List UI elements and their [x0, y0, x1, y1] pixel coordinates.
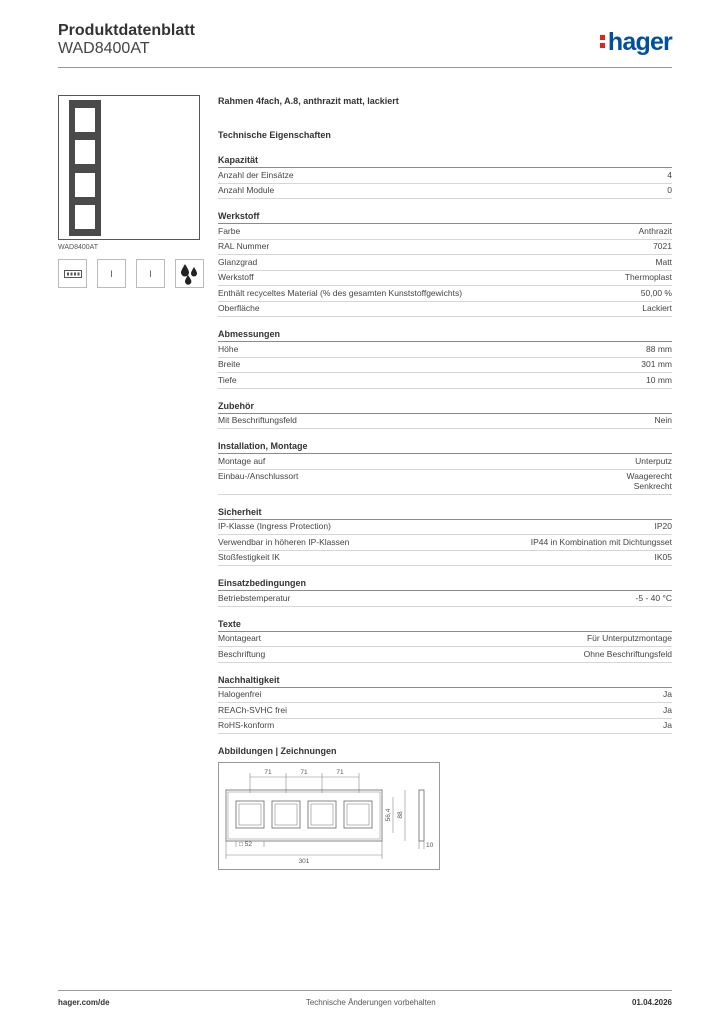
spec-value-line: IP20 — [654, 521, 672, 531]
spec-label: Breite — [218, 359, 241, 369]
spec-label: Glanzgrad — [218, 256, 258, 267]
spec-label: Oberfläche — [218, 303, 260, 313]
product-visual-column — [58, 95, 204, 288]
spec-value-line: Anthrazit — [638, 225, 672, 236]
spec-value-line: Unterputz — [635, 455, 672, 466]
spec-value-line: 10 mm — [646, 374, 672, 385]
spec-label: Höhe — [218, 343, 239, 354]
spec-row — [218, 703, 672, 719]
product-description: Rahmen 4fach, A.8, anthrazit matt, lackiert — [218, 96, 399, 106]
spec-group — [218, 401, 672, 430]
dim-pitch-2: 71 — [300, 769, 308, 776]
spec-label: Tiefe — [218, 374, 237, 385]
frame-4fold-image — [69, 100, 101, 236]
spec-label: RoHS-konform — [218, 720, 275, 730]
spec-row — [218, 454, 672, 470]
spec-group-title: Installation, Montage — [218, 441, 672, 454]
spec-groups — [218, 155, 672, 734]
document-title: Produktdatenblatt — [58, 22, 195, 39]
spec-group-title: Abmessungen — [218, 329, 672, 342]
spec-group-title: Sicherheit — [218, 507, 672, 520]
spec-value-line: Thermoplast — [624, 272, 672, 282]
spec-label: IP-Klasse (Ingress Protection) — [218, 521, 331, 531]
spec-value — [663, 690, 672, 700]
spec-group — [218, 329, 672, 389]
spec-label: Anzahl der Einsätze — [218, 169, 294, 180]
spec-label: Stoßfestigkeit IK — [218, 552, 280, 562]
spec-row — [218, 520, 672, 536]
dim-width: 301 — [298, 858, 310, 865]
spec-row — [218, 168, 672, 184]
water-drops-icon — [175, 259, 204, 288]
dimension-drawing-svg — [219, 763, 441, 871]
spec-label: Mit Beschriftungsfeld — [218, 415, 297, 425]
hager-logo — [600, 28, 672, 57]
spec-row — [218, 255, 672, 271]
spec-value — [655, 416, 672, 426]
dim-pitch-3: 71 — [336, 769, 344, 776]
spec-value-line: 50,00 % — [640, 287, 672, 298]
spec-value-line: IK05 — [654, 552, 672, 562]
spec-value-line: 301 mm — [641, 359, 672, 369]
footer-notice: Technische Änderungen vorbehalten — [305, 998, 436, 1007]
spec-value-line: IP44 in Kombination mit Dichtungsset — [530, 536, 672, 547]
spec-value — [626, 472, 672, 491]
spec-value — [655, 522, 673, 532]
spec-value — [641, 360, 672, 370]
spec-value-line: 88 mm — [646, 343, 672, 354]
spec-value — [636, 594, 672, 604]
spec-label: Montage auf — [218, 455, 266, 466]
spec-group — [218, 155, 672, 199]
spec-label: Einbau-/Anschlussort — [218, 471, 299, 481]
footer-website[interactable]: hager.com/de — [58, 998, 110, 1007]
spec-label: Werkstoff — [218, 272, 254, 282]
spec-value-line: Nein — [654, 415, 672, 425]
single-line-icon: I — [136, 259, 165, 288]
spec-value — [625, 273, 672, 283]
spec-value-line: Ja — [663, 720, 672, 730]
spec-value — [641, 289, 672, 299]
spec-row — [218, 184, 672, 200]
spec-label: Beschriftung — [218, 648, 266, 659]
section-title: Technische Eigenschaften — [218, 130, 331, 140]
spec-value-line: Ja — [663, 689, 672, 699]
spec-value — [642, 304, 672, 314]
spec-row — [218, 470, 672, 495]
feature-icons — [58, 259, 204, 288]
logo-text: hager — [607, 28, 672, 56]
footer-date: 01.04.2026 — [631, 998, 672, 1007]
spec-group-title: Werkstoff — [218, 211, 672, 224]
product-code: WAD8400AT — [58, 40, 150, 57]
spec-value — [531, 538, 672, 548]
dim-inner-height: 56,4 — [385, 808, 392, 822]
image-caption: WAD8400AT — [58, 244, 99, 251]
spec-row — [218, 373, 672, 389]
spec-value — [663, 706, 672, 716]
spec-row — [218, 688, 672, 704]
spec-label: REACh-SVHC frei — [218, 704, 287, 715]
spec-value — [638, 227, 672, 237]
spec-row — [218, 286, 672, 302]
dim-height: 88 — [397, 811, 404, 819]
spec-group-title: Einsatzbedingungen — [218, 578, 672, 591]
spec-row — [218, 342, 672, 358]
specifications-column — [218, 96, 672, 870]
spec-value-line: 0 — [667, 185, 672, 195]
spec-label: RAL Nummer — [218, 241, 270, 251]
spec-row — [218, 224, 672, 240]
terminal-block-icon — [58, 259, 87, 288]
spec-group-title: Zubehör — [218, 401, 672, 414]
spec-label: Enthält recyceltes Material (% des gesamten Kunststoffgewichts) — [218, 287, 463, 298]
product-image — [58, 95, 200, 240]
spec-value-line: 4 — [667, 169, 672, 180]
spec-row — [218, 719, 672, 735]
spec-row — [218, 414, 672, 430]
spec-label: Montageart — [218, 633, 261, 643]
spec-group — [218, 619, 672, 663]
spec-value — [667, 186, 672, 196]
spec-label: Betriebstemperatur — [218, 592, 291, 603]
spec-label: Verwendbar in höheren IP-Klassen — [218, 536, 350, 547]
drawing-title: Abbildungen | Zeichnungen — [218, 746, 337, 756]
spec-value-line: Matt — [655, 256, 672, 267]
spec-value — [663, 721, 672, 731]
page-header — [58, 22, 672, 68]
spec-row — [218, 535, 672, 551]
spec-group — [218, 211, 672, 317]
spec-group — [218, 675, 672, 735]
spec-value-line: Waagerecht — [626, 471, 672, 481]
spec-group — [218, 441, 672, 495]
spec-value — [635, 457, 672, 467]
spec-group-title: Kapazität — [218, 155, 672, 168]
spec-value-line: Lackiert — [642, 303, 672, 313]
spec-value — [584, 650, 672, 660]
spec-value-line: Senkrecht — [633, 480, 672, 491]
spec-row — [218, 302, 672, 318]
spec-row — [218, 240, 672, 256]
logo-dots-icon — [600, 35, 605, 49]
spec-label: Halogenfrei — [218, 689, 262, 699]
spec-value-line: -5 - 40 °C — [635, 592, 672, 603]
spec-value-line: Ohne Beschriftungsfeld — [583, 648, 672, 659]
spec-label: Anzahl Module — [218, 185, 275, 195]
spec-row — [218, 591, 672, 607]
spec-group — [218, 578, 672, 607]
spec-value-line: Ja — [663, 704, 672, 715]
spec-row — [218, 358, 672, 374]
spec-row — [218, 632, 672, 648]
spec-value — [587, 634, 672, 644]
spec-row — [218, 551, 672, 567]
page-footer — [58, 990, 672, 1007]
spec-value — [646, 345, 672, 355]
spec-value — [655, 258, 672, 268]
spec-value — [655, 553, 673, 563]
spec-value-line: 7021 — [653, 241, 672, 251]
spec-value — [646, 376, 672, 386]
dim-opening: □ 52 — [239, 841, 252, 848]
spec-row — [218, 271, 672, 287]
spec-group-title: Nachhaltigkeit — [218, 675, 672, 688]
spec-group-title: Texte — [218, 619, 672, 632]
spec-label: Farbe — [218, 225, 241, 236]
single-line-icon: I — [97, 259, 126, 288]
spec-value — [667, 171, 672, 181]
spec-value — [653, 242, 672, 252]
dim-depth: 10 — [426, 842, 434, 849]
technical-drawing — [218, 762, 440, 870]
dim-pitch-1: 71 — [264, 769, 272, 776]
spec-value-line: Für Unterputzmontage — [586, 633, 672, 643]
spec-row — [218, 647, 672, 663]
spec-group — [218, 507, 672, 567]
